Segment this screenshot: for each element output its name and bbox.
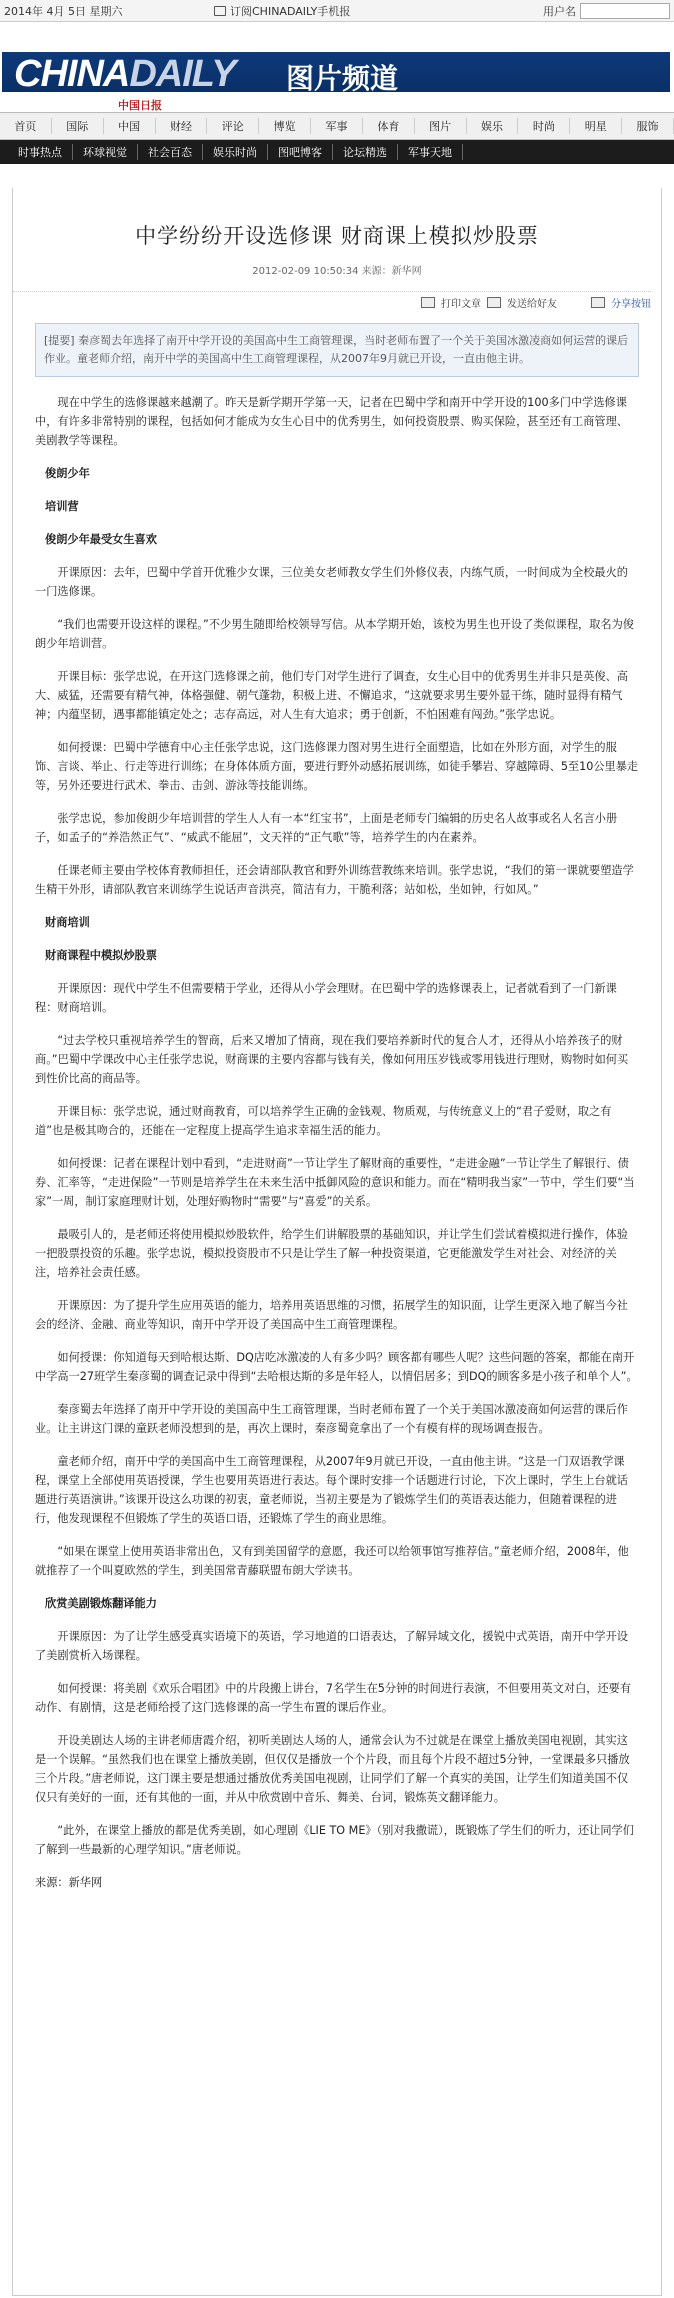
nav-item[interactable]: 首页	[0, 118, 52, 134]
section-heading: 俊朗少年最受女生喜欢	[45, 533, 157, 546]
forward-link[interactable]: 发送给好友	[507, 299, 557, 310]
paragraph: 如何授课：你知道每天到哈根达斯、DQ店吃冰激凌的人有多少吗？顾客都有哪些人呢？这些问题的答案，都能在南开中学高一27班学生秦彦蜀的调查记录中得到“去哈根达斯的多是年轻人，以情侣居多；到DQ的顾客多是小孩子和单个人”。	[35, 1351, 638, 1383]
paragraph: 任课老师主要由学校体育教师担任，还会请部队教官和野外训练营教练来培训。张学忠说，“我们的第一课就要塑造学生精干外形，请部队教官来训练学生说话声音洪亮，简洁有力，干脆利落；站如松，坐如钟，行如风。”	[35, 864, 634, 896]
subnav-item[interactable]: 军事天地	[398, 144, 463, 160]
sub-nav	[0, 140, 674, 164]
paragraph: “我们也需要开设这样的课程。”不少男生随即给校领导写信。从本学期开始，该校为男生也开设了类似课程，取名为俊朗少年培训营。	[35, 618, 634, 650]
channel-title: 图片频道	[286, 62, 399, 95]
section-heading: 俊朗少年	[45, 467, 90, 480]
paragraph: “过去学校只重视培养学生的智商，后来又增加了情商，现在我们要培养新时代的复合人才，还得从小培养孩子的财商。”巴蜀中学课改中心主任张学忠说，财商课的主要内容都与钱有关，像如何用压岁钱或零用钱进行理财，购物时如何买到性价比高的商品等。	[35, 1034, 629, 1085]
site-header	[0, 22, 674, 112]
subnav-item[interactable]: 时事热点	[8, 144, 73, 160]
nav-item[interactable]: 图片	[415, 118, 467, 134]
article-meta: 2012-02-09 10:50:34 来源：新华网	[252, 266, 422, 277]
paragraph: 如何授课：巴蜀中学德育中心主任张学忠说，这门选修课力图对男生进行全面塑造，比如在外形方面，对学生的服饰、言谈、举止、行走等进行训练；在身体体质方面，要进行野外动感拓展训练，如徒手攀岩、穿越障碍、5至10公里暴走等，另外还要进行武术、拳击、击剑、游泳等技能训练。	[35, 741, 639, 792]
nav-item[interactable]: 体育	[363, 118, 415, 134]
paragraph: 开课原因：去年，巴蜀中学首开优雅少女课，三位美女老师教女学生们外修仪表，内练气质，一时间成为全校最火的一门选修课。	[35, 566, 628, 598]
paragraph: 开课原因：为了提升学生应用英语的能力，培养用英语思维的习惯，拓展学生的知识面，让学生更深入地了解当今社会的经济、金融、商业等知识，南开中学开设了美国高中生工商管理课程。	[35, 1299, 628, 1331]
print-link[interactable]: 打印文章	[441, 299, 481, 310]
article-title: 中学纷纷开设选修课 财商课上模拟炒股票	[135, 224, 539, 248]
nav-item[interactable]: 国际	[52, 118, 104, 134]
section-heading: 欣赏美剧锻炼翻译能力	[45, 1597, 157, 1610]
paragraph: 秦彦蜀去年选择了南开中学开设的美国高中生工商管理课，当时老师布置了一个关于美国冰激凌商如何运营的课后作业。让主讲这门课的童跃老师没想到的是，再次上课时，秦彦蜀竟拿出了一个有模有样的现场调查报告。	[35, 1403, 628, 1435]
paragraph: 开课原因：现代中学生不但需要精于学业，还得从小学会理财。在巴蜀中学的选修课表上，记者就看到了一门新课程：财商培训。	[35, 982, 617, 1014]
article-source: 来源：新华网	[35, 1876, 103, 1889]
mobile-icon	[214, 6, 226, 16]
nav-item[interactable]: 评论	[207, 118, 259, 134]
paragraph: 童老师介绍，南开中学的美国高中生工商管理课程，从2007年9月就已开设，一直由他主讲。“这是一门双语教学课程，课堂上全部使用英语授课，学生也要用英语进行表达。每个课时安排一个话题进行讨论，下次上课时，学生上台就话题进行英语演讲。”该课开设这么功课的初衷，童老师说，当初主要是为了锻炼学生们的英语表达能力，但随着课程的进行，他发现课程不但锻炼了学生的英语口语，还锻炼了学生的商业思维。	[35, 1455, 628, 1525]
nav-item[interactable]: 中国	[104, 118, 156, 134]
mail-icon	[487, 297, 501, 308]
paragraph: 如何授课：记者在课程计划中看到，“走进财商”一节让学生了解财商的重要性，“走进金融”一节让学生了解银行、债券、汇率等，“走进保险”一节则是培养学生在未来生活中抵御风险的意识和能力。而在“精明我当家”一节中，学生们要“当家”一周，制订家庭理财计划，处理好购物时“需要”与“喜爱”的关系。	[35, 1157, 635, 1208]
article-body	[35, 393, 639, 1892]
subscribe-link[interactable]: 订阅CHINADAILY手机报	[214, 3, 350, 19]
paragraph: “如果在课堂上使用英语非常出色，又有到美国留学的意愿，我还可以给领事馆写推荐信。”童老师介绍，2008年，他就推荐了一个叫夏欧然的学生，到美国常青藤联盟布朗大学读书。	[35, 1545, 629, 1577]
paragraph: “此外，在课堂上播放的都是优秀美剧，如心理剧《LIE TO ME》（别对我撒谎），既锻炼了学生们的听力，还让同学们了解到一些最新的心理学知识。”唐老师说。	[35, 1824, 634, 1856]
paragraph: 最吸引人的，是老师还将使用模拟炒股软件，给学生们讲解股票的基础知识，并让学生们尝试着模拟进行操作，体验一把股票投资的乐趣。张学忠说，模拟投资股市不只是让学生了解一种投资渠道，它更能激发学生对社会、对经济的关注，培养社会责任感。	[35, 1228, 628, 1279]
current-date: 2014年 4月 5日 星期六	[4, 4, 123, 18]
subnav-item[interactable]: 论坛精选	[333, 144, 398, 160]
nav-item[interactable]: 财经	[156, 118, 208, 134]
section-heading: 财商课程中模拟炒股票	[45, 949, 157, 962]
subnav-item[interactable]: 娱乐时尚	[203, 144, 268, 160]
print-icon	[421, 297, 435, 308]
nav-item[interactable]: 军事	[311, 118, 363, 134]
paragraph: 开课原因：为了让学生感受真实语境下的英语，学习地道的口语表达，了解异域文化，援锐中式英语，南开中学开设了美剧赏析入场课程。	[35, 1630, 628, 1662]
user-login: 用户名	[543, 3, 670, 19]
nav-item[interactable]: 娱乐	[467, 118, 519, 134]
paragraph: 现在中学生的选修课越来越潮了。昨天是新学期开学第一天，记者在巴蜀中学和南开中学开设的100多门中学选修课中，有许多非常特别的课程，包括如何才能成为女生心目中的优秀男生，如何投资股票、购买保险，甚至还有工商管理、美剧教学等课程。	[35, 396, 628, 447]
subnav-item[interactable]: 图吧博客	[268, 144, 333, 160]
paper-mark: 中国日报	[118, 99, 162, 112]
nav-item[interactable]: 博览	[259, 118, 311, 134]
share-button[interactable]: 分享按钮	[611, 299, 651, 310]
nav-item[interactable]: 明星	[570, 118, 622, 134]
paragraph: 张学忠说，参加俊朗少年培训营的学生人人有一本“红宝书”，上面是老师专门编辑的历史名人故事或名人名言小册子，如孟子的“养浩然正气”、“威武不能屈”，文天祥的“正气歌”等，培养学生的内在素养。	[35, 812, 618, 844]
subnav-item[interactable]: 环球视觉	[73, 144, 138, 160]
paragraph: 开课目标：张学忠说，在开这门选修课之前，他们专门对学生进行了调查，女生心目中的优秀男生并非只是英俊、高大、威猛，还需要有精气神，体格强健、朝气蓬勃，积极上进、不懈追求，“这就要求男生要外显干练，随时显得有精气神；内蕴坚韧，遇事都能镇定处之；志存高远，对人生有大追求；勇于创新，不怕困难有闯劲。”张学忠说。	[35, 670, 628, 721]
subnav-item[interactable]: 社会百态	[138, 144, 203, 160]
section-heading: 培训营	[45, 500, 79, 513]
paragraph: 开课目标：张学忠说，通过财商教育，可以培养学生正确的金钱观、物质观，与传统意义上的“君子爱财，取之有道”也是极其吻合的，还能在一定程度上提高学生追求幸福生活的能力。	[35, 1105, 612, 1137]
article-tools	[13, 291, 651, 309]
article-summary: [提要] 秦彦蜀去年选择了南开中学开设的美国高中生工商管理课，当时老师布置了一个关于美国冰激凌商如何运营的课后作业。童老师介绍，南开中学的美国高中生工商管理课程，从2007年9月就已开设，一直由他主讲。	[35, 323, 639, 377]
top-bar	[0, 0, 674, 22]
paragraph: 开设美剧达人场的主讲老师唐霞介绍，初听美剧达人场的人，通常会认为不过就是在课堂上播放美国电视剧，其实这是一个误解。“虽然我们也在课堂上播放美剧，但仅仅是播放一个个片段，而且每个片段不超过5分钟，一堂课最多只播放三个片段。”唐老师说，这门课主要是想通过播放优秀美国电视剧，让同学们了解一个真实的美国，让学生们知道美国不仅仅只有美好的一面，还有其他的一面，并从中欣赏剧中音乐、舞美、台词，锻炼英文翻译能力。	[35, 1734, 630, 1804]
paragraph: 如何授课：将美剧《欢乐合唱团》中的片段搬上讲台，7名学生在5分钟的时间进行表演，不但要用英文对白，还要有动作、有剧情，这是老师给授了这门选修课的高一学生布置的课后作业。	[35, 1682, 632, 1714]
nav-item[interactable]: 时尚	[518, 118, 570, 134]
share-icon	[591, 297, 605, 308]
nav-item[interactable]: 服饰	[622, 118, 674, 134]
article	[12, 188, 662, 2296]
username-input[interactable]	[580, 3, 670, 19]
chinadaily-logo[interactable]: CHINADAILY	[14, 53, 236, 95]
section-heading: 财商培训	[45, 916, 90, 929]
main-nav	[0, 112, 674, 140]
